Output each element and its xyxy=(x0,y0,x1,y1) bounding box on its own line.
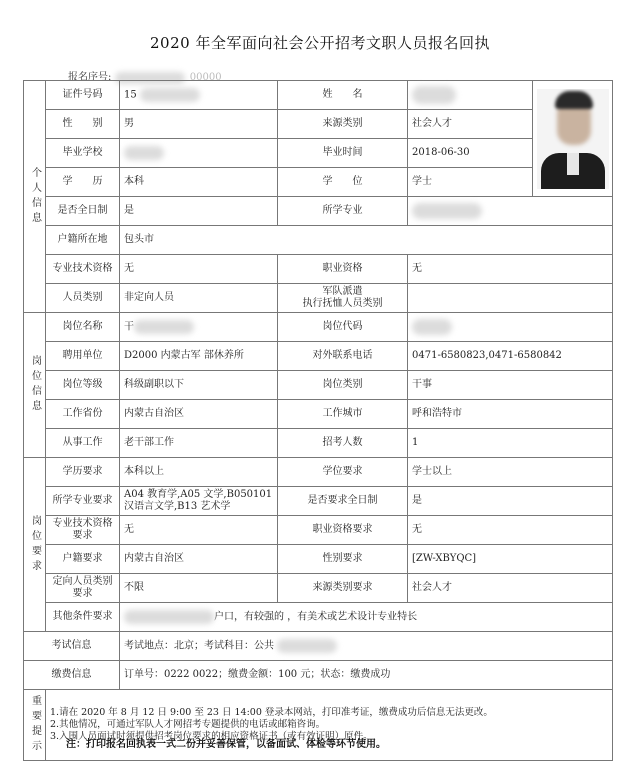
name-value xyxy=(408,81,533,110)
work-province-label: 工作省份 xyxy=(46,400,120,429)
major-label: 所学专业 xyxy=(278,197,408,226)
exam-info-value: 考试地点：北京；考试科目：公共 xyxy=(120,632,613,661)
work-province-value: 内蒙古自治区 xyxy=(120,400,278,429)
req-other-label: 其他条件要求 xyxy=(46,603,120,632)
req-gender-label: 性别要求 xyxy=(278,545,408,574)
post-name-value: 干 xyxy=(120,313,278,342)
gender-value: 男 xyxy=(120,110,278,139)
contact-phone-label: 对外联系电话 xyxy=(278,342,408,371)
exam-info-label: 考试信息 xyxy=(24,632,120,661)
tech-qual-label: 专业技术资格 xyxy=(46,255,120,284)
army-dispatch-value xyxy=(408,284,613,313)
hukou-label: 户籍所在地 xyxy=(46,226,120,255)
employer-value: D2000 内蒙古军 部休养所 xyxy=(120,342,278,371)
req-source-label: 来源类别要求 xyxy=(278,574,408,603)
post-category-label: 岗位类别 xyxy=(278,371,408,400)
post-name-label: 岗位名称 xyxy=(46,313,120,342)
req-target-value: 不限 xyxy=(120,574,278,603)
hire-count-label: 招考人数 xyxy=(278,429,408,458)
tech-qual-value: 无 xyxy=(120,255,278,284)
section-post-info: 岗位信息 xyxy=(24,313,46,458)
req-gender-value: [ZW-XBYQC] xyxy=(408,545,613,574)
degree-value: 学士 xyxy=(408,168,533,197)
job-qual-value: 无 xyxy=(408,255,613,284)
fee-info-value: 订单号：0222 0022；缴费金额：100 元；状态：缴费成功 xyxy=(120,661,613,690)
source-label: 来源类别 xyxy=(278,110,408,139)
contact-phone-value: 0471-6580823,0471-6580842 xyxy=(408,342,613,371)
req-job-value: 无 xyxy=(408,516,613,545)
section-personal-info: 个人信息 xyxy=(24,81,46,313)
fulltime-value: 是 xyxy=(120,197,278,226)
reg-no-value: 00000 xyxy=(189,72,222,83)
footer-note: 注：打印报名回执表一式二份并妥善保管，以备面试、体检等环节使用。 xyxy=(66,739,386,750)
post-code-value xyxy=(408,313,613,342)
fee-info-label: 缴费信息 xyxy=(24,661,120,690)
gender-label: 性 别 xyxy=(46,110,120,139)
major-value xyxy=(408,197,613,226)
req-degree-value: 学士以上 xyxy=(408,458,613,487)
id-label: 证件号码 xyxy=(46,81,120,110)
req-education-label: 学历要求 xyxy=(46,458,120,487)
id-value: 15 xyxy=(120,81,278,110)
photo-cell xyxy=(533,81,613,197)
req-tech-value: 无 xyxy=(120,516,278,545)
gradtime-label: 毕业时间 xyxy=(278,139,408,168)
req-education-value: 本科以上 xyxy=(120,458,278,487)
applicant-photo xyxy=(537,89,609,189)
req-degree-label: 学位要求 xyxy=(278,458,408,487)
post-code-label: 岗位代码 xyxy=(278,313,408,342)
gradtime-value: 2018-06-30 xyxy=(408,139,533,168)
post-grade-label: 岗位等级 xyxy=(46,371,120,400)
req-fulltime-value: 是 xyxy=(408,487,613,516)
req-hukou-value: 内蒙古自治区 xyxy=(120,545,278,574)
req-tech-label: 专业技术资格要求 xyxy=(46,516,120,545)
source-value: 社会人才 xyxy=(408,110,533,139)
req-hukou-label: 户籍要求 xyxy=(46,545,120,574)
notice-item: 3.入围人员面试时须提供招考岗位要求的相应资格证书（或有效证明）原件。 xyxy=(50,731,373,742)
hukou-value: 包头市 xyxy=(120,226,613,255)
work-city-value: 呼和浩特市 xyxy=(408,400,613,429)
school-label: 毕业学校 xyxy=(46,139,120,168)
req-major-value: A04 教育学,A05 文学,B050101 汉语言文学,B13 艺术学 xyxy=(120,487,278,516)
hire-count-value: 1 xyxy=(408,429,613,458)
post-category-value: 干事 xyxy=(408,371,613,400)
reg-no-label: 报名序号: xyxy=(68,72,112,83)
req-fulltime-label: 是否要求全日制 xyxy=(278,487,408,516)
fulltime-label: 是否全日制 xyxy=(46,197,120,226)
employer-label: 聘用单位 xyxy=(46,342,120,371)
notice-item: 1.请在 2020 年 8 月 12 日 9:00 至 23 日 14:00 登录本网站，打印准考证，缴费成功后信息无法更改。 xyxy=(50,707,493,718)
page-title: 2020 年全军面向社会公开招考文职人员报名回执 xyxy=(150,34,490,52)
work-type-label: 从事工作 xyxy=(46,429,120,458)
section-important-notice: 重要提示 xyxy=(24,690,46,761)
name-label: 姓 名 xyxy=(278,81,408,110)
req-other-value: 户口，有较强的 ，有美术或艺术设计专业特长 xyxy=(120,603,613,632)
req-job-label: 职业资格要求 xyxy=(278,516,408,545)
work-type-value: 老干部工作 xyxy=(120,429,278,458)
post-grade-value: 科级副职以下 xyxy=(120,371,278,400)
section-requirements: 岗位要求 xyxy=(24,458,46,632)
job-qual-label: 职业资格 xyxy=(278,255,408,284)
application-form-table xyxy=(23,80,613,761)
req-source-value: 社会人才 xyxy=(408,574,613,603)
school-value xyxy=(120,139,278,168)
work-city-label: 工作城市 xyxy=(278,400,408,429)
notice-item: 2.其他情况，可通过军队人才网招考专题提供的电话或邮箱咨询。 xyxy=(50,719,326,730)
degree-label: 学 位 xyxy=(278,168,408,197)
req-target-label: 定向人员类别要求 xyxy=(46,574,120,603)
person-type-value: 非定向人员 xyxy=(120,284,278,313)
army-dispatch-label: 军队派遣 执行抚恤人员类别 xyxy=(278,284,408,313)
req-major-label: 所学专业要求 xyxy=(46,487,120,516)
education-value: 本科 xyxy=(120,168,278,197)
education-label: 学 历 xyxy=(46,168,120,197)
person-type-label: 人员类别 xyxy=(46,284,120,313)
